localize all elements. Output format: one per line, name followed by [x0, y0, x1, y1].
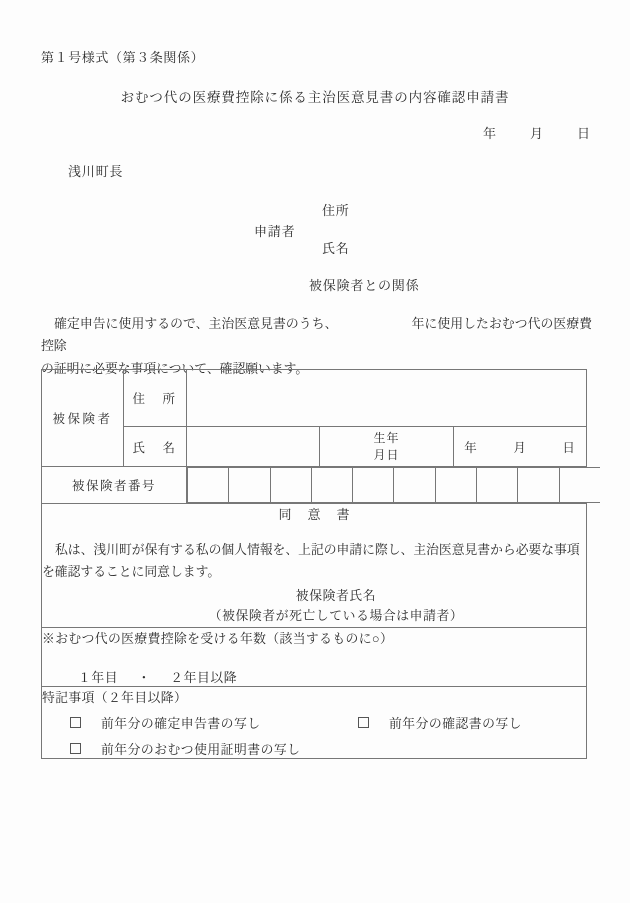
birthdate-label [320, 427, 453, 467]
notes-heading: 特記事項（２年目以降） [42, 690, 188, 705]
address-label: 住 所 [124, 370, 187, 427]
document-title: おむつ代の医療費控除に係る主治医意見書の内容確認申請書 [120, 90, 510, 105]
birthdate-label-line2: 月日 [373, 447, 400, 462]
consent-signature-note: （被保険者が死亡している場合は申請者） [208, 609, 464, 624]
date-day-label: 日 [576, 126, 590, 141]
insured-number-box[interactable] [229, 468, 270, 503]
notes-row-first [42, 713, 586, 732]
insured-number-box[interactable] [188, 468, 229, 503]
body-line2: の証明に必要な事項について、確認願います。 [41, 361, 309, 376]
notes-row-second [42, 739, 586, 758]
name-input-cell[interactable] [187, 427, 320, 467]
years-section [42, 627, 587, 686]
note-item[interactable] [42, 739, 300, 758]
form-code-label: 第１号様式（第３条関係） [41, 50, 205, 65]
insured-number-boxes [187, 467, 600, 503]
insured-person-label: 被保険者 [42, 370, 124, 467]
birth-month-label: 月 [513, 440, 527, 455]
consent-text-line1: 私は、浅川町が保有する私の個人情報を、上記の申請に際し、主治医意見書から必要な事項 [55, 543, 580, 557]
insured-number-label: 被保険者番号 [42, 467, 187, 504]
table-row-years [42, 627, 587, 686]
birthdate-input-cell[interactable] [453, 427, 586, 467]
checkbox-icon[interactable] [70, 717, 81, 728]
application-table [41, 369, 587, 759]
birthdate-label-line1: 生年 [373, 431, 400, 446]
years-separator: ・ [137, 670, 151, 685]
checkbox-icon[interactable] [358, 717, 369, 728]
table-row-address [42, 370, 587, 427]
consent-signature-label: 被保険者氏名 [295, 588, 377, 603]
insured-number-box[interactable] [311, 468, 352, 503]
consent-section [42, 504, 587, 628]
years-options [42, 667, 586, 686]
note-item[interactable] [356, 713, 522, 732]
note-item-label: 前年分のおむつ使用証明書の写し [101, 742, 301, 757]
consent-text [42, 539, 586, 584]
insured-number-box[interactable] [477, 468, 518, 503]
notes-section [42, 686, 587, 758]
insured-number-box[interactable] [353, 468, 394, 503]
table-row-insured-number [42, 467, 587, 504]
addressee-label: 浅川町長 [68, 164, 124, 179]
insured-number-box[interactable] [518, 468, 559, 503]
applicant-address-label: 住所 [322, 203, 350, 218]
insured-number-box[interactable] [394, 468, 435, 503]
date-line [0, 123, 590, 142]
name-label: 氏 名 [124, 427, 187, 467]
note-item-label: 前年分の確認書の写し [389, 716, 522, 731]
insured-number-box[interactable] [270, 468, 311, 503]
address-input-cell[interactable] [187, 370, 587, 427]
years-option-second[interactable]: ２年目以降 [170, 670, 238, 685]
insured-number-box[interactable] [559, 468, 600, 503]
body-line1-part2: 年に使用したおむつ代の医療費控除 [41, 317, 593, 354]
applicant-label: 申請者 [254, 224, 296, 239]
table-row-name [42, 427, 587, 467]
date-year-label: 年 [482, 126, 496, 141]
body-line1-part1: 確定申告に使用するので、主治医意見書のうち、 [54, 317, 338, 331]
note-item[interactable] [42, 713, 356, 732]
years-option-first[interactable]: １年目 [78, 670, 119, 685]
consent-text-line2: を確認することに同意します。 [42, 565, 221, 580]
years-heading: ※おむつ代の医療費控除を受ける年数（該当するものに○） [42, 631, 394, 646]
applicant-relation-label: 被保険者との関係 [309, 278, 420, 293]
insured-number-box[interactable] [435, 468, 476, 503]
note-item-label: 前年分の確定申告書の写し [101, 716, 261, 731]
consent-heading: 同意書 [278, 507, 366, 522]
birth-day-label: 日 [562, 440, 576, 455]
table-row-notes [42, 686, 587, 758]
date-month-label: 月 [529, 126, 543, 141]
checkbox-icon[interactable] [70, 743, 81, 754]
birth-year-label: 年 [464, 440, 478, 455]
applicant-name-label: 氏名 [322, 241, 350, 256]
table-row-consent [42, 504, 587, 628]
